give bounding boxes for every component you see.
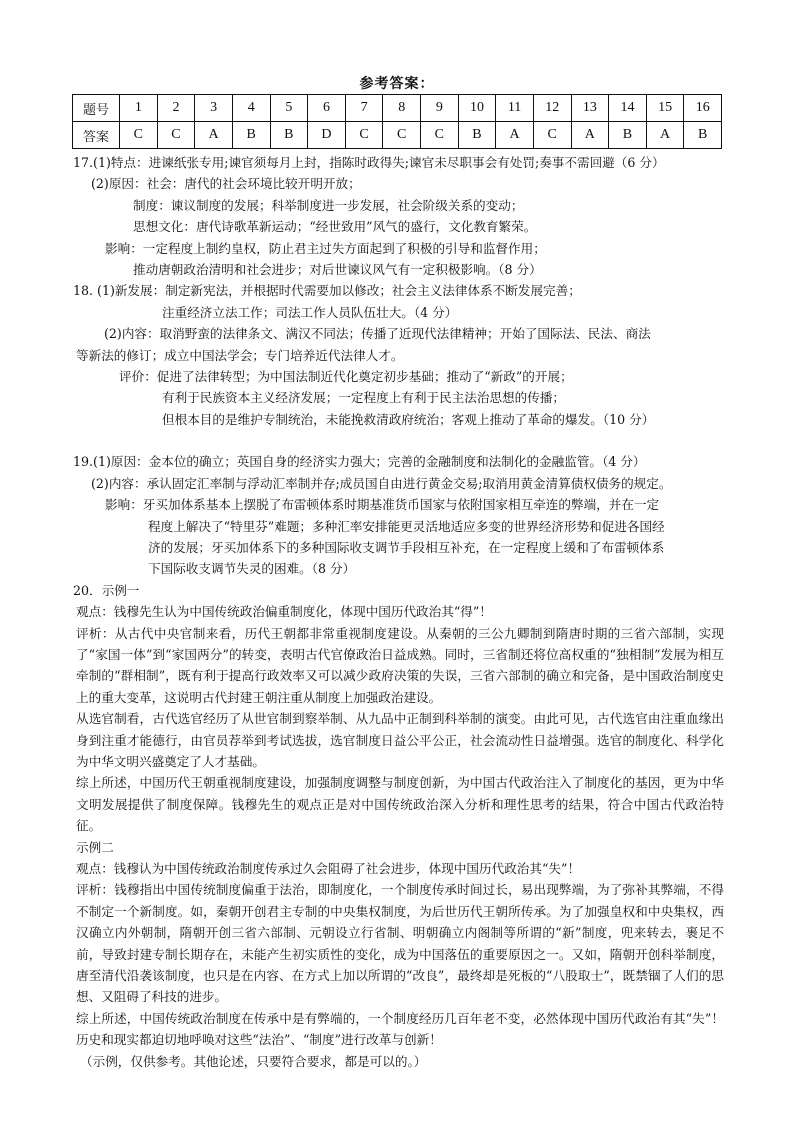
question-number-cell: 4: [232, 95, 270, 122]
question-number-cell: 8: [383, 95, 421, 122]
q19-line-4: 程度上解决了“特里芬”难题；多种汇率安排能更灵活地适应多变的世界经济形势和促进各国经: [148, 518, 665, 534]
answer-cell: B: [458, 122, 496, 149]
question-number-cell: 7: [345, 95, 383, 122]
question-number-cell: 1: [120, 95, 158, 122]
q18-line-3: (2)内容：取消野蛮的法律条文、满汉不同法；传播了近现代法律精神；开始了国际法、民法、商法: [104, 326, 651, 342]
q17-line-6: 推动唐朝政治清明和社会进步；对后世谏议风气有一定积极影响。（8 分）: [133, 262, 542, 278]
q20-example2-para-1: 评析：钱穆指出中国传统制度偏重于法治，即制度化，一个制度传承时间过长，易出现弊端，为了弥补其弊端，不得不制定一个新制度。如，秦朝开创君主专制的中央集权制度，为后世历代王朝所传承。为了加强皇权和中央集权，西汉确立内外朝制，隋朝开创三省六部制、元朝设立行省制、明朝确立内阁制等所谓的“新”制度，兜来转去，裹足不前，导致封建专制长期存在，未能产生初实质性的变化，成为中国落伍的重要原因之一。又如，隋朝开创科举制度，唐至清代沿袭该制度，也只是在内容、在方式上加以所谓的“改良”，最终却是死板的“八股取士”，既禁锢了人们的思想、又阻碍了科技的进步。: [76, 882, 724, 1005]
question-number-cell: 10: [458, 95, 496, 122]
answer-cell: A: [646, 122, 684, 149]
q20-example1-para-3: 综上所述，中国历代王朝重视制度建设，加强制度调整与制度创新，为中国古代政治注入了制度化的基因，更为中华文明发展提供了制度保障。钱穆先生的观点正是对中国传统政治深入分析和理性思考的结果，符合中国古代政治特征。: [76, 775, 724, 834]
answer-cell: C: [157, 122, 195, 149]
answer-cell: D: [308, 122, 346, 149]
answer-cell: C: [383, 122, 421, 149]
question-number-cell: 12: [533, 95, 571, 122]
answer-cell: B: [270, 122, 308, 149]
q20-example2-heading: 示例二: [76, 839, 114, 855]
q18-line-1: 18. (1)新发展：制定新宪法，并根据时代需要加以修改；社会主义法律体系不断发展完善；: [73, 283, 581, 299]
question-number-cell: 6: [308, 95, 346, 122]
answer-cell: C: [120, 122, 158, 149]
q20-heading: 20．示例一: [73, 582, 140, 598]
answer-cell: A: [195, 122, 233, 149]
q18-line-2: 注重经济立法工作；司法工作人员队伍壮大。（4 分）: [162, 304, 458, 320]
q18-line-6: 有利于民族资本主义经济发展；一定程度上有利于民主法治思想的传播；: [162, 390, 565, 406]
q20-example1-para-1: 评析：从古代中央官制来看，历代王朝都非常重视制度建设。从秦朝的三公九卿制到隋唐时期的三省六部制，实现了“家国一体”到“家国两分”的转变，表明古代官僚政治日益成熟。同时，三省制还将位高权重的“独相制”发展为相互牵制的“群相制”，既有利于提高行政效率又可以减少政府决策的失误，三省六部制的确立和完备，是中国政治制度史上的重大变革，这说明古代封建王朝注重从制度上加强政治建设。: [76, 625, 724, 705]
q19-line-5: 济的发展；牙买加体系下的多种国际收支调节手段相互补充，在一定程度上缓和了布雷顿体系: [148, 539, 665, 555]
spacer: [76, 430, 724, 451]
answer-body: [73, 152, 724, 1072]
q19-line-3: 影响：牙买加体系基本上摆脱了布雷顿体系时期基准货币国家与依附国家相互牵连的弊端，并在一定: [105, 497, 660, 513]
q19-line-2: (2)内容：承认固定汇率制与浮动汇率制并存;成员国自由进行黄金交易;取消用黄金清算债权债务的规定。: [91, 475, 672, 491]
answer-row: [73, 122, 722, 149]
q20-example2-para-2: 综上所述，中国传统政治制度在传承中是有弊端的，一个制度经历几百年老不变，必然体现中国历代政治有其“失”！历史和现实都迫切地呼唤对这些“法治”、“制度”进行改革与创新！: [76, 1010, 724, 1048]
q17-line-1: 17.(1)特点：进谏纸张专用;谏官须每月上封，指陈时政得失;谏官未尽职事会有处罚;奏事不需回避（6 分）: [73, 155, 665, 170]
question-number-row: [73, 95, 722, 122]
q19-line-6: 下国际收支调节失灵的困难。（8 分）: [148, 561, 356, 577]
q20-example1-view: 观点：钱穆先生认为中国传统政治偏重制度化，体现中国历代政治其“得”！: [76, 604, 492, 620]
q19-line-1: 19.(1)原因：金本位的确立；英国自身的经济实力强大；完善的金融制度和法制化的金融监管。（4 分）: [73, 454, 646, 470]
question-number-cell: 2: [157, 95, 195, 122]
answer-cell: C: [533, 122, 571, 149]
answer-cell: A: [496, 122, 534, 149]
question-number-cell: 13: [571, 95, 609, 122]
answer-cell: C: [421, 122, 459, 149]
row-label-answer: 答案: [73, 122, 120, 149]
question-number-cell: 9: [421, 95, 459, 122]
q17-line-4: 思想文化：唐代诗歌革新运动；“经世致用”风气的盛行，文化教育繁荣。: [133, 219, 537, 235]
answer-table: [72, 94, 722, 149]
q20-example2-view: 观点：钱穆认为中国传统政治制度传承过久会阻碍了社会进步，体现中国历代政治其“失”！: [76, 861, 581, 876]
answer-cell: A: [571, 122, 609, 149]
q20-note: （示例，仅供参考。其他论述，只要符合要求，都是可以的。）: [80, 1053, 427, 1069]
answer-cell: B: [609, 122, 647, 149]
q17-line-3: 制度：谏议制度的发展；科举制度进一步发展，社会阶级关系的变动；: [133, 197, 524, 213]
q18-line-5: 评价：促进了法律转型；为中国法制近代化奠定初步基础；推动了“新政”的开展；: [119, 369, 573, 385]
q17-line-5: 影响：一定程度上制约皇权，防止君主过失方面起到了积极的引导和监督作用；: [105, 240, 546, 256]
q18-line-4: 等新法的修订；成立中国法学会；专门培养近代法律人才。: [76, 347, 404, 363]
q17-line-2: (2)原因：社会：唐代的社会环境比较开明开放；: [91, 176, 361, 192]
question-number-cell: 16: [684, 95, 722, 122]
row-label-number: 题号: [73, 95, 120, 122]
answer-cell: B: [684, 122, 722, 149]
answer-cell: C: [345, 122, 383, 149]
question-number-cell: 14: [609, 95, 647, 122]
page-title: 参考答案：: [359, 76, 435, 92]
q18-line-7: 但根本目的是维护专制统治，未能挽救清政府统治；客观上推动了革命的爆发。（10 分）: [162, 411, 655, 427]
question-number-cell: 3: [195, 95, 233, 122]
question-number-cell: 11: [496, 95, 534, 122]
answer-cell: B: [232, 122, 270, 149]
question-number-cell: 5: [270, 95, 308, 122]
q20-example1-para-2: 从选官制看，古代选官经历了从世官制到察举制、从九品中正制到科举制的演变。由此可见，古代选官由注重血缘出身到注重才能德行，由官员荐举到考试选拔，选官制度日益公平公正，社会流动性日益增强。选官的制度化、科学化为中华文明兴盛奠定了人才基础。: [76, 711, 724, 769]
question-number-cell: 15: [646, 95, 684, 122]
